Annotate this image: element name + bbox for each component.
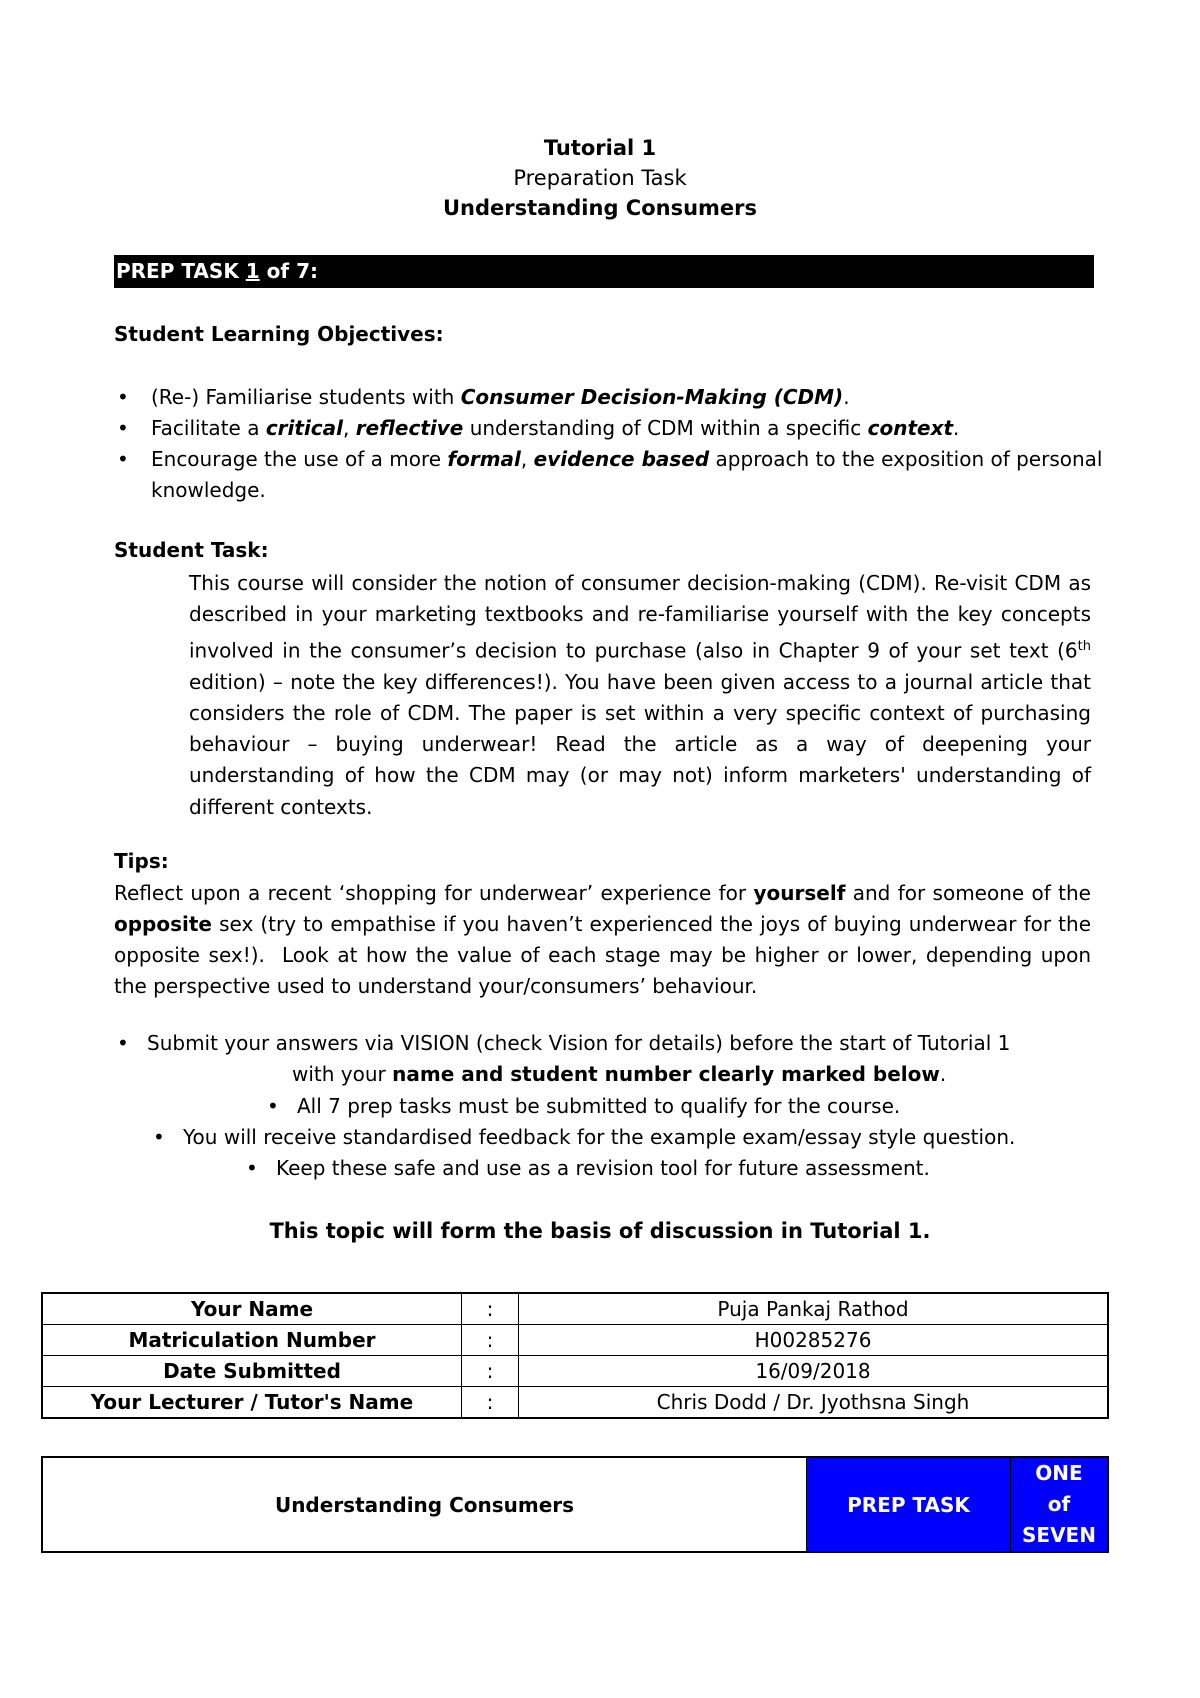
- text-run: (Re-) Familiarise students with: [151, 385, 461, 409]
- prep-bar-before: PREP TASK: [116, 259, 246, 283]
- row-value: 16/09/2018: [519, 1356, 1109, 1387]
- row-label: Matriculation Number: [42, 1325, 462, 1356]
- submission-line-4-text: You will receive standardised feedback for the example exam/essay style question.: [183, 1125, 1016, 1149]
- submission-line-5-text: Keep these safe and use as a revision tool for future assessment.: [276, 1156, 930, 1180]
- footer-banner: [41, 1456, 1109, 1553]
- row-separator: :: [462, 1325, 519, 1356]
- prep-bar-number: 1: [245, 259, 260, 283]
- table-row: [42, 1293, 1108, 1325]
- objective-item: [114, 413, 1104, 444]
- submission-line-1-text: Submit your answers via VISION (check Vision for details) before the start of Tutorial 1: [147, 1031, 1011, 1055]
- text-run: Reflect upon a recent ‘shopping for underwear’ experience for: [114, 881, 754, 905]
- text-run: yourself: [753, 881, 846, 905]
- submission-line-2-c: .: [939, 1062, 947, 1086]
- objective-item: [114, 444, 1109, 506]
- student-info-table: [41, 1292, 1109, 1419]
- row-separator: :: [462, 1356, 519, 1387]
- text-run: reflective: [355, 416, 464, 440]
- tips-text: [114, 878, 1098, 1002]
- document-subtitle: Preparation Task: [513, 166, 687, 190]
- submission-line-3: [267, 1094, 900, 1118]
- prep-task-bar: [114, 255, 1094, 288]
- submission-line-2-a: with your: [292, 1062, 393, 1086]
- text-run: Facilitate a: [151, 416, 266, 440]
- document-topic: Understanding Consumers: [442, 196, 758, 220]
- footer-count-line-3: SEVEN: [1022, 1523, 1096, 1547]
- discussion-note: This topic will form the basis of discussion in Tutorial 1.: [269, 1219, 931, 1243]
- objectives-list: [114, 382, 1109, 506]
- row-value: H00285276: [519, 1325, 1109, 1356]
- row-separator: :: [462, 1293, 519, 1325]
- student-task-text: [189, 568, 1091, 823]
- submission-line-2: [292, 1062, 946, 1086]
- text-run: Consumer Decision-Making (CDM): [460, 385, 844, 409]
- bullet-icon: •: [246, 1156, 258, 1180]
- text-run: approach to the exposition of personal knowledge.: [151, 447, 1109, 502]
- text-run: .: [843, 385, 850, 409]
- row-value: Chris Dodd / Dr. Jyothsna Singh: [519, 1387, 1109, 1419]
- bullet-icon: •: [117, 1031, 129, 1055]
- footer-task-count: [1011, 1457, 1109, 1552]
- text-run: ,: [343, 416, 356, 440]
- submission-line-3-text: All 7 prep tasks must be submitted to qualify for the course.: [297, 1094, 901, 1118]
- submission-line-5: [246, 1156, 930, 1180]
- table-row: [42, 1325, 1108, 1356]
- objectives-label: Student Learning Objectives:: [114, 322, 444, 346]
- text-run: critical: [265, 416, 344, 440]
- text-run: formal: [447, 447, 521, 471]
- bullet-icon: •: [267, 1094, 279, 1118]
- footer-count-line-1: ONE: [1035, 1461, 1083, 1485]
- footer-prep-task: PREP TASK: [807, 1457, 1011, 1552]
- bullet-icon: •: [153, 1125, 165, 1149]
- prep-bar-after: of 7:: [259, 259, 318, 283]
- table-row: [42, 1387, 1108, 1419]
- text-run: .: [953, 416, 960, 440]
- text-run: context: [867, 416, 954, 440]
- footer-topic: Understanding Consumers: [42, 1457, 807, 1552]
- text-run: sex (try to empathise if you haven’t experienced the joys of buying underwear for the opposite sex!). Look at how the value of each stage may be higher or lower, depending upon the perspective used to understand your/consumers’ behaviour.: [114, 912, 1098, 998]
- submission-line-2-b: name and student number clearly marked below: [392, 1062, 940, 1086]
- student-task-text-b: edition) – note the key differences!). You have been given access to a journal article that considers the role of CDM. The paper is set within a very specific context of purchasing behaviour – buying underwear! Read the article as a way of deepening your understanding of how the CDM may (or may not) inform marketers' understanding of different contexts.: [189, 669, 1091, 819]
- footer-count-line-2: of: [1047, 1492, 1071, 1516]
- document-title: Tutorial 1: [543, 136, 657, 160]
- row-label: Your Name: [42, 1293, 462, 1325]
- text-run: ,: [520, 447, 534, 471]
- text-run: and for someone of the: [845, 881, 1098, 905]
- submission-line-4: [153, 1125, 1015, 1149]
- student-task-text-a: This course will consider the notion of consumer decision-making (CDM). Re-visit CDM as described in your marketing textbooks and re-familiarise yourself with the key concepts involved in the consumer’s decision to purchase (also in Chapter 9 of your set text (6: [189, 571, 1091, 663]
- student-task-sup: th: [1077, 638, 1091, 654]
- row-separator: :: [462, 1387, 519, 1419]
- text-run: Encourage the use of a more: [151, 447, 448, 471]
- row-label: Your Lecturer / Tutor's Name: [42, 1387, 462, 1419]
- tips-label: Tips:: [114, 849, 169, 873]
- row-label: Date Submitted: [42, 1356, 462, 1387]
- student-task-label: Student Task:: [114, 538, 269, 562]
- objective-item: [114, 382, 1104, 413]
- text-run: understanding of CDM within a specific: [463, 416, 868, 440]
- text-run: opposite: [114, 912, 212, 936]
- submission-line-1: [117, 1031, 1010, 1055]
- table-row: [42, 1356, 1108, 1387]
- text-run: evidence based: [533, 447, 710, 471]
- row-value: Puja Pankaj Rathod: [519, 1293, 1109, 1325]
